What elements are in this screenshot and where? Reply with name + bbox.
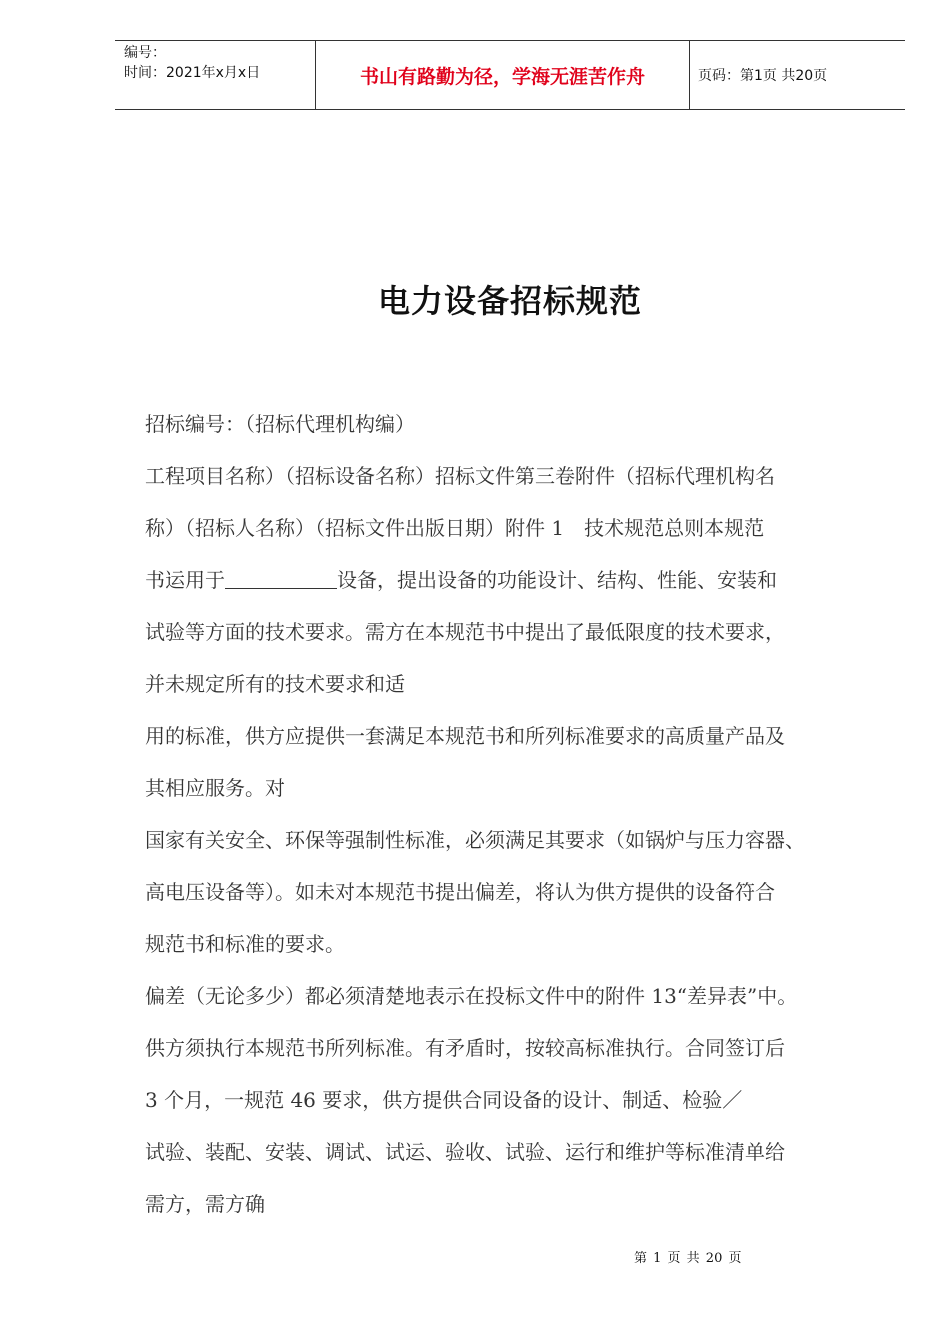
body-line: 称）（招标人名称）（招标文件出版日期）附件 1 技术规范总则本规范: [145, 516, 765, 540]
body-line: 试验、装配、安装、调试、试运、验收、试验、运行和维护等标准清单给: [145, 1140, 785, 1164]
header-motto-cell: [316, 41, 690, 109]
page-info: 页码：第1页 共20页: [698, 68, 828, 84]
header-meta-cell: [115, 41, 316, 109]
body-line: 并未规定所有的技术要求和适: [145, 672, 405, 696]
document-body: [145, 398, 880, 1230]
document-header: [115, 40, 905, 110]
header-page-cell: [690, 41, 905, 109]
time-label: 时间：2021年x月x日: [124, 65, 261, 81]
body-line: 需方，需方确: [145, 1192, 265, 1216]
body-line: 高电压设备等）。如未对本规范书提出偏差，将认为供方提供的设备符合: [145, 880, 775, 904]
body-line-part: 书运用于: [145, 568, 225, 592]
body-line-with-blank: [145, 554, 880, 606]
body-line: 3 个月，一规范 46 要求，供方提供合同设备的设计、制适、检验／: [145, 1088, 743, 1112]
body-line: 偏差（无论多少）都必须清楚地表示在投标文件中的附件 13“差异表”中。: [145, 984, 798, 1008]
body-line: 用的标准，供方应提供一套满足本规范书和所列标准要求的高质量产品及: [145, 724, 785, 748]
body-line: 招标编号：（招标代理机构编）: [145, 412, 415, 436]
number-label: 编号：: [124, 45, 166, 61]
body-line: 规范书和标准的要求。: [145, 932, 345, 956]
fill-in-blank: [225, 566, 337, 589]
body-line-part: 设备，提出设备的功能设计、结构、性能、安装和: [337, 568, 777, 592]
motto-text: 书山有路勤为径，学海无涯苦作舟: [359, 65, 645, 88]
body-line: 国家有关安全、环保等强制性标准，必须满足其要求（如锅炉与压力容器、: [145, 828, 805, 852]
body-line: 供方须执行本规范书所列标准。有矛盾时，按较高标准执行。合同签订后: [145, 1036, 785, 1060]
body-line: 工程项目名称）（招标设备名称）招标文件第三卷附件（招标代理机构名: [145, 464, 775, 488]
body-line: 其相应服务。对: [145, 776, 285, 800]
document-title: 电力设备招标规范: [377, 282, 642, 320]
body-line: 试验等方面的技术要求。需方在本规范书中提出了最低限度的技术要求，: [145, 620, 785, 644]
page-footer: 第 1 页 共 20 页: [634, 1251, 742, 1266]
